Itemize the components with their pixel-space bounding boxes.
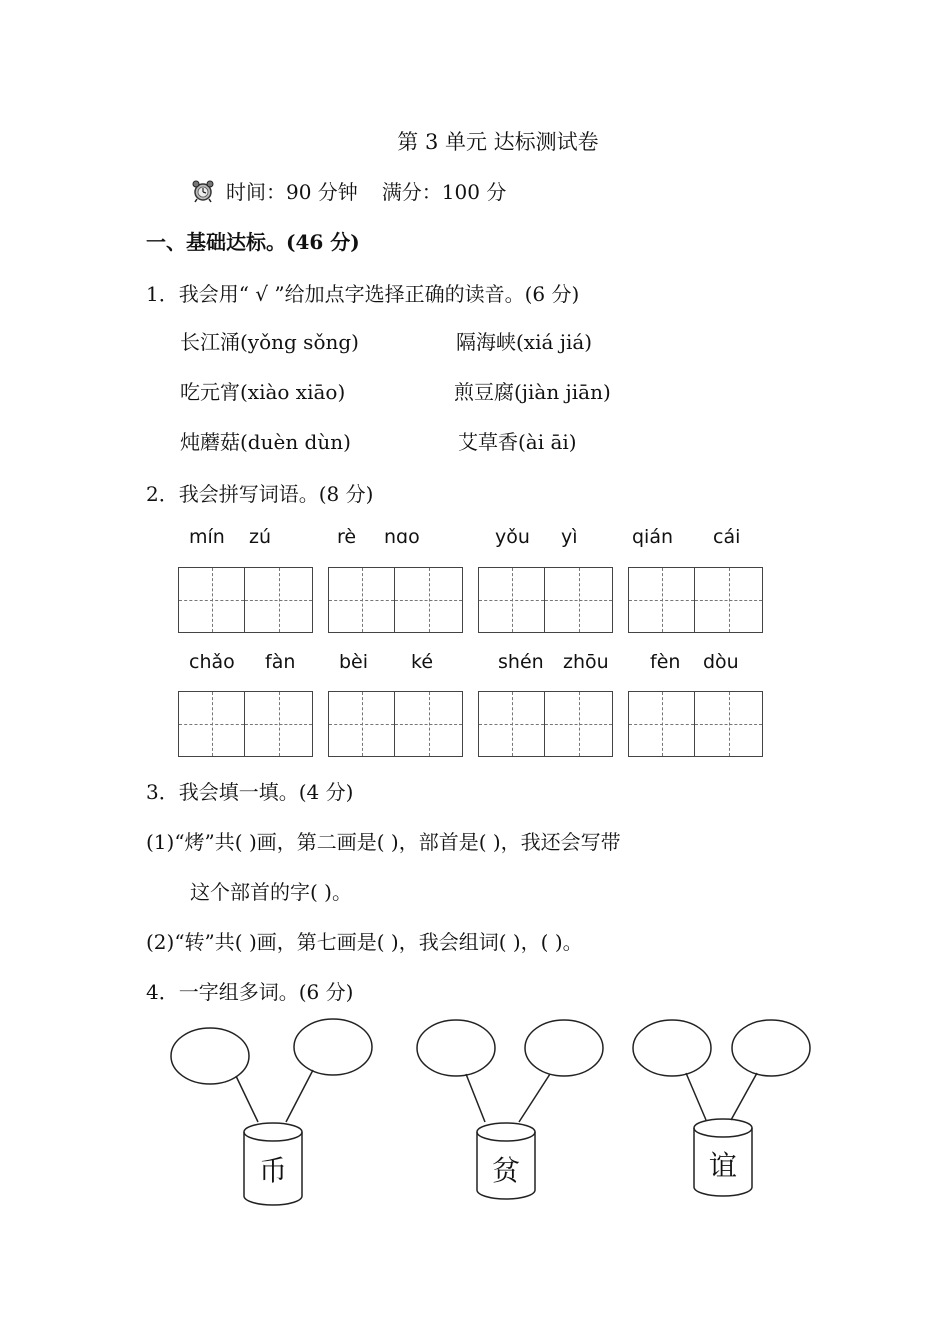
writing-grid[interactable] xyxy=(328,567,463,633)
answer-bubble xyxy=(171,1028,249,1084)
answer-bubble xyxy=(525,1020,603,1076)
q1-item: 隔海峡(xiá jiá) xyxy=(456,330,593,354)
writing-grid[interactable] xyxy=(328,691,463,757)
q1-item: 炖蘑菇(duèn dùn) xyxy=(180,430,351,454)
answer-bubble xyxy=(294,1019,372,1075)
page-title: 第 3 单元 达标测试卷 xyxy=(397,130,599,154)
root-character: 谊 xyxy=(708,1149,738,1182)
q1-item: 长江涌(yǒng sǒng) xyxy=(180,330,359,354)
time-limit: 时间：90 分钟 xyxy=(226,180,358,204)
q4-title: 4．一字组多词。(6 分) xyxy=(146,980,354,1004)
pinyin-label: zú xyxy=(249,526,272,548)
q2-title: 2．我会拼写词语。(8 分) xyxy=(146,482,374,506)
q3-line: (2)“转”共( )画，第七画是( )，我会组词( )，( )。 xyxy=(146,930,583,954)
pinyin-label: shén xyxy=(498,651,544,673)
pinyin-label: bèi xyxy=(339,651,369,673)
pinyin-label: dòu xyxy=(703,651,739,673)
section-heading: 一、基础达标。(46 分) xyxy=(146,230,360,254)
q3-line: (1)“烤”共( )画，第二画是( )，部首是( )，我还会写带 xyxy=(146,830,621,854)
pinyin-label: zhōu xyxy=(563,651,609,673)
writing-grid[interactable] xyxy=(178,567,313,633)
root-character: 贫 xyxy=(491,1154,521,1187)
q1-item: 吃元宵(xiào xiāo) xyxy=(180,380,346,404)
q1-title: 1．我会用“ √ ”给加点字选择正确的读音。(6 分) xyxy=(146,282,580,306)
pinyin-label: yì xyxy=(561,526,578,548)
pinyin-label: mín xyxy=(189,526,225,548)
pinyin-label: qián xyxy=(632,526,674,548)
q3-line: 这个部首的字( )。 xyxy=(190,880,352,904)
pinyin-label: chǎo xyxy=(189,651,235,673)
answer-bubble xyxy=(732,1020,810,1076)
exam-meta xyxy=(190,176,506,205)
q3-title: 3．我会填一填。(4 分) xyxy=(146,780,354,804)
writing-grid[interactable] xyxy=(628,567,763,633)
pinyin-label: yǒu xyxy=(495,526,530,548)
alarm-clock-icon xyxy=(190,179,216,203)
q1-item: 艾草香(ài āi) xyxy=(458,430,577,454)
root-character: 币 xyxy=(258,1154,288,1187)
writing-grid[interactable] xyxy=(178,691,313,757)
answer-bubble xyxy=(417,1020,495,1076)
writing-grid[interactable] xyxy=(478,691,613,757)
q1-item: 煎豆腐(jiàn jiān) xyxy=(454,380,611,404)
pinyin-label: cái xyxy=(713,526,741,548)
writing-grid[interactable] xyxy=(628,691,763,757)
writing-grid[interactable] xyxy=(478,567,613,633)
pinyin-label: fèn xyxy=(650,651,681,673)
pinyin-label: ké xyxy=(411,651,434,673)
full-score: 满分：100 分 xyxy=(381,180,507,204)
pinyin-label: rè xyxy=(337,526,357,548)
answer-bubble xyxy=(633,1020,711,1076)
pinyin-label: fàn xyxy=(265,651,296,673)
pinyin-label: nɑo xyxy=(384,526,420,548)
word-building-diagram xyxy=(0,1010,950,1220)
